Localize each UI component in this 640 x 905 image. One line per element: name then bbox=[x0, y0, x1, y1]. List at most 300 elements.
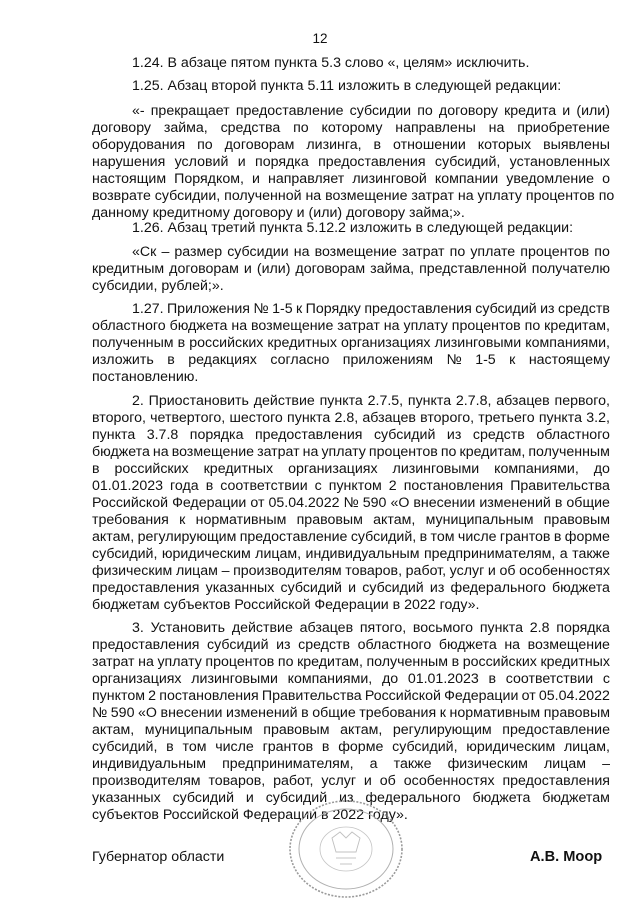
word: правовым bbox=[543, 512, 610, 528]
text-line bbox=[92, 671, 610, 687]
word: размер bbox=[174, 244, 223, 260]
word: услуг bbox=[321, 773, 356, 789]
word: затрат bbox=[257, 444, 300, 460]
page-number: 12 bbox=[312, 31, 328, 46]
word: кредитных bbox=[203, 461, 274, 477]
word: из bbox=[339, 790, 354, 806]
word: порядка bbox=[189, 427, 244, 443]
word: субсидий, bbox=[392, 739, 458, 755]
word: физическим bbox=[92, 563, 173, 579]
word: постановления bbox=[403, 478, 504, 494]
word: индивидуальным bbox=[92, 756, 206, 772]
word: настоящим bbox=[92, 171, 167, 187]
word: субсидии bbox=[349, 103, 412, 119]
word: особенностях bbox=[403, 773, 495, 789]
word: нормативным bbox=[449, 705, 541, 721]
word: шестого bbox=[229, 410, 283, 426]
word: направлены bbox=[395, 120, 476, 136]
word: № bbox=[343, 495, 359, 511]
word: затрат bbox=[337, 318, 380, 334]
word: 3. bbox=[132, 620, 144, 636]
word: «О bbox=[390, 495, 410, 511]
text-line: субъектов Российской Федерации в 2022 году». bbox=[92, 807, 408, 823]
word: субсидий bbox=[475, 301, 537, 317]
word: «О bbox=[138, 705, 157, 721]
text-line bbox=[92, 154, 610, 170]
word: форме bbox=[564, 529, 610, 545]
word: лицам, bbox=[255, 546, 302, 562]
word: второго, bbox=[420, 410, 475, 426]
text-line: 1.26. Абзац третий пункта 5.12.2 изложить в следующей редакции: bbox=[132, 220, 574, 236]
word: 05.04.2022 bbox=[268, 495, 340, 511]
word: согласно bbox=[270, 352, 330, 368]
text-line bbox=[92, 637, 610, 653]
word: субсидии bbox=[227, 244, 289, 260]
word: процентов bbox=[520, 244, 590, 260]
text-line bbox=[92, 261, 610, 277]
word: уплате bbox=[470, 244, 516, 260]
word: предоставления bbox=[502, 773, 610, 789]
word: из bbox=[276, 637, 291, 653]
word: (или) bbox=[576, 103, 610, 119]
word: соответствии bbox=[220, 478, 308, 494]
word: уплату bbox=[157, 654, 202, 670]
word: уплату bbox=[321, 444, 366, 460]
text-line: 1.24. В абзаце пятом пункта 5.3 слово «, целям» исключить. bbox=[132, 55, 530, 71]
word: к bbox=[509, 352, 516, 368]
word: предоставления bbox=[254, 427, 363, 443]
word: – bbox=[161, 244, 170, 260]
word: на bbox=[383, 318, 400, 334]
word: предоставления bbox=[318, 154, 426, 170]
word: лицам bbox=[175, 563, 218, 579]
word: субсидий bbox=[362, 580, 424, 596]
word: нарушения bbox=[92, 154, 166, 170]
word: Правительства bbox=[261, 688, 362, 704]
word: муниципальным bbox=[144, 722, 253, 738]
word: 3.7.8 bbox=[146, 427, 179, 443]
word: субсидий bbox=[172, 790, 235, 806]
word: по bbox=[594, 244, 610, 260]
word: российских bbox=[462, 654, 537, 670]
word: кредитам, bbox=[459, 444, 526, 460]
word: 01.01.2023 bbox=[92, 478, 164, 494]
word: индивидуальным bbox=[305, 546, 420, 562]
word: на bbox=[504, 637, 521, 653]
word: по bbox=[277, 654, 294, 670]
word: федерального bbox=[450, 580, 546, 596]
word: бюджета bbox=[438, 637, 497, 653]
word: компаниями, bbox=[287, 671, 373, 687]
word: бюджета bbox=[92, 444, 150, 460]
word: договору bbox=[92, 120, 152, 136]
word: приложениям bbox=[342, 352, 434, 368]
word: бюджета bbox=[169, 318, 228, 334]
word: российских bbox=[189, 335, 264, 351]
word: требования bbox=[359, 705, 437, 721]
word: «Ск bbox=[132, 244, 157, 260]
official-seal-stamp bbox=[286, 798, 406, 900]
signatory-position: Губернатор области bbox=[92, 849, 225, 865]
word: к bbox=[296, 301, 303, 317]
word: также bbox=[393, 756, 432, 772]
text-line bbox=[92, 773, 610, 789]
word: Приложения bbox=[166, 301, 250, 317]
word: до bbox=[593, 461, 610, 477]
word: лизинговой bbox=[352, 171, 427, 187]
word: Федерации bbox=[172, 495, 247, 511]
word: лизинговыми bbox=[191, 671, 278, 687]
word: том bbox=[182, 739, 207, 755]
word: в bbox=[321, 739, 330, 755]
word: № bbox=[253, 301, 269, 317]
word: из bbox=[446, 427, 462, 443]
word: юридическим bbox=[466, 739, 556, 755]
text-line bbox=[92, 495, 610, 511]
word: а bbox=[369, 756, 378, 772]
word: 2.7.5, bbox=[367, 393, 404, 409]
word: лицам bbox=[544, 756, 586, 772]
word: субсидий, bbox=[92, 546, 158, 562]
word: Порядку bbox=[305, 301, 361, 317]
word: и bbox=[487, 563, 496, 579]
word: пятого, bbox=[359, 620, 407, 636]
word: абзацев bbox=[496, 393, 550, 409]
word: возмещение bbox=[314, 244, 397, 260]
word: 2 bbox=[148, 688, 157, 704]
word: порядка bbox=[255, 154, 309, 170]
word: прекращает bbox=[150, 103, 230, 119]
word: к bbox=[439, 705, 446, 721]
text-line bbox=[92, 739, 610, 755]
text-line: данному кредитному договору и (или) договору займа;». bbox=[92, 205, 465, 221]
word: в bbox=[166, 739, 174, 755]
word: предоставление bbox=[502, 722, 610, 738]
text-line: возврате субсидии, полученной на возмещение затрат на уплату процентов по bbox=[92, 188, 615, 204]
word: кредитных bbox=[540, 654, 610, 670]
word: на bbox=[138, 654, 154, 670]
word: пункта bbox=[287, 410, 331, 426]
word: общие bbox=[566, 495, 610, 511]
word: 590 bbox=[110, 705, 135, 721]
word: пункта bbox=[319, 393, 363, 409]
word: пункта bbox=[538, 410, 583, 426]
word: регулирующим bbox=[137, 529, 237, 545]
word: актам, bbox=[92, 529, 135, 545]
word: средств bbox=[472, 427, 525, 443]
word: займа, bbox=[163, 120, 208, 136]
word: до bbox=[381, 671, 399, 687]
word: в bbox=[205, 478, 214, 494]
word: субсидий, bbox=[350, 529, 417, 545]
word: четвертого, bbox=[150, 410, 226, 426]
word: на bbox=[302, 444, 319, 460]
word: средства bbox=[220, 120, 281, 136]
word: возмещение bbox=[251, 318, 334, 334]
word: третьего bbox=[478, 410, 535, 426]
word: 05.04.2022 bbox=[538, 688, 610, 704]
word: с bbox=[602, 671, 610, 687]
word: (или) bbox=[256, 261, 291, 277]
word: кредитных bbox=[267, 335, 337, 351]
word: в bbox=[373, 137, 382, 153]
word: и bbox=[363, 773, 372, 789]
word: Приостановить bbox=[148, 393, 249, 409]
word: возмещение bbox=[171, 444, 255, 460]
word: договорам bbox=[169, 261, 239, 277]
word: абзацев bbox=[362, 410, 416, 426]
word: года bbox=[170, 478, 199, 494]
word: процентов bbox=[205, 654, 275, 670]
word: пунктом bbox=[92, 688, 145, 704]
word: компании bbox=[434, 171, 499, 187]
word: в bbox=[451, 654, 460, 670]
word: полученным bbox=[366, 654, 449, 670]
word: в bbox=[167, 352, 175, 368]
word: а bbox=[559, 546, 568, 562]
word: редакциях bbox=[188, 352, 257, 368]
word: по bbox=[293, 120, 309, 136]
word: в bbox=[419, 529, 428, 545]
text-line bbox=[92, 335, 610, 351]
word: бюджета bbox=[472, 790, 531, 806]
word: займа, bbox=[370, 261, 415, 277]
word: об bbox=[379, 773, 396, 789]
word: услуг bbox=[449, 563, 485, 579]
text-line bbox=[92, 580, 610, 596]
word: российских bbox=[114, 461, 189, 477]
word: направляет bbox=[268, 171, 345, 187]
word: числе bbox=[457, 529, 497, 545]
word: приобретение bbox=[517, 120, 610, 136]
word: актам, bbox=[340, 722, 383, 738]
word: в bbox=[177, 335, 186, 351]
word: пункта bbox=[479, 620, 524, 636]
word: Федерации bbox=[444, 688, 519, 704]
word: установленных bbox=[509, 154, 610, 170]
word: производителям bbox=[233, 563, 342, 579]
word: числе bbox=[215, 739, 254, 755]
word: по bbox=[417, 103, 433, 119]
word: товаров, bbox=[345, 563, 403, 579]
text-line: постановлению. bbox=[92, 369, 199, 385]
word: субсидий, bbox=[434, 154, 501, 170]
word: в bbox=[553, 529, 562, 545]
word: лизинга, bbox=[306, 137, 362, 153]
word: также bbox=[572, 546, 610, 562]
word: 2. bbox=[132, 393, 144, 409]
word: действие bbox=[253, 393, 315, 409]
word: Российской bbox=[92, 495, 169, 511]
word: 590 bbox=[362, 495, 387, 511]
text-line bbox=[132, 620, 610, 636]
word: в bbox=[488, 671, 497, 687]
word: и bbox=[348, 580, 357, 596]
word: и bbox=[251, 171, 260, 187]
word: из bbox=[540, 301, 555, 317]
text-line bbox=[132, 244, 610, 260]
word: и bbox=[562, 103, 571, 119]
word: оборудования bbox=[92, 137, 186, 153]
text-line bbox=[132, 301, 610, 317]
signatory-name: А.В. Моор bbox=[530, 849, 603, 865]
text-line bbox=[92, 410, 610, 426]
word: организациях bbox=[341, 335, 431, 351]
word: предпринимателям, bbox=[423, 546, 556, 562]
word: субсидий bbox=[207, 637, 269, 653]
word: соответствии bbox=[505, 671, 594, 687]
word: средств bbox=[557, 301, 610, 317]
text-line: субсидии, рублей;». bbox=[92, 278, 224, 294]
word: лицам, bbox=[563, 739, 610, 755]
word: № bbox=[446, 352, 462, 368]
word: предоставление bbox=[235, 103, 344, 119]
word: условий bbox=[174, 154, 229, 170]
word: правовым bbox=[543, 705, 610, 721]
text-line bbox=[92, 722, 610, 738]
word: лизинговыми bbox=[434, 335, 522, 351]
word: форме bbox=[338, 739, 384, 755]
text-line bbox=[92, 427, 610, 443]
word: грантов bbox=[262, 739, 314, 755]
text-line bbox=[92, 654, 610, 670]
word: внесении bbox=[413, 495, 476, 511]
text-line bbox=[92, 318, 610, 334]
text-line bbox=[92, 171, 610, 187]
word: по bbox=[440, 444, 457, 460]
word: Правительства bbox=[510, 478, 610, 494]
word: и bbox=[243, 261, 252, 277]
word: средств bbox=[298, 637, 351, 653]
word: бюджета bbox=[552, 580, 610, 596]
word: № bbox=[92, 705, 108, 721]
word: грантов bbox=[499, 529, 551, 545]
word: изменений bbox=[479, 495, 551, 511]
word: уплату bbox=[403, 318, 448, 334]
text-line bbox=[132, 103, 610, 119]
word: на bbox=[152, 444, 169, 460]
word: компаниями, bbox=[525, 335, 610, 351]
word: предпринимателям, bbox=[222, 756, 354, 772]
word: субсидий, bbox=[92, 739, 158, 755]
word: физическим bbox=[447, 756, 528, 772]
word: нормативным bbox=[195, 512, 287, 528]
word: указанных bbox=[205, 580, 275, 596]
word: получателю bbox=[531, 261, 610, 277]
word: которому bbox=[321, 120, 383, 136]
word: «- bbox=[132, 103, 145, 119]
word: изложить bbox=[92, 352, 154, 368]
word: Порядком, bbox=[174, 171, 244, 187]
word: особенностях bbox=[519, 563, 610, 579]
word: работ, bbox=[405, 563, 447, 579]
text-line bbox=[92, 461, 610, 477]
word: к bbox=[179, 512, 186, 528]
word: по bbox=[449, 244, 466, 260]
word: – bbox=[221, 563, 230, 579]
word: регулирующим bbox=[392, 722, 492, 738]
text-line bbox=[92, 512, 610, 528]
word: юридическим bbox=[161, 546, 251, 562]
word: правовым bbox=[263, 722, 330, 738]
word: общие bbox=[312, 705, 356, 721]
word: пунктом bbox=[328, 478, 382, 494]
word: с bbox=[314, 478, 322, 494]
word: кредитным bbox=[92, 261, 165, 277]
text-line bbox=[92, 478, 610, 494]
word: правовым bbox=[296, 512, 363, 528]
word: полученным bbox=[528, 444, 610, 460]
word: 2.8, bbox=[334, 410, 359, 426]
word: производителям bbox=[92, 773, 201, 789]
word: полученным bbox=[92, 335, 174, 351]
word: порядка bbox=[556, 620, 610, 636]
text-line bbox=[92, 546, 610, 562]
word: областного bbox=[357, 637, 432, 653]
word: субсидий bbox=[373, 427, 436, 443]
word: и bbox=[237, 154, 246, 170]
text-line bbox=[92, 688, 610, 704]
word: лизинговыми bbox=[392, 461, 480, 477]
word: 01.01.2023 bbox=[407, 671, 479, 687]
word: предоставления bbox=[92, 637, 200, 653]
word: актам, bbox=[92, 722, 135, 738]
word: и bbox=[245, 790, 254, 806]
word: в bbox=[301, 705, 309, 721]
text-line: 1.25. Абзац второй пункта 5.11 изложить в следующей редакции: bbox=[132, 78, 562, 94]
word: процентов bbox=[368, 444, 438, 460]
text-line bbox=[92, 705, 610, 721]
word: выявлены bbox=[543, 137, 610, 153]
word: актам, bbox=[373, 512, 416, 528]
text-line bbox=[92, 120, 610, 136]
word: процентов bbox=[451, 318, 521, 334]
word: субсидий bbox=[280, 580, 342, 596]
word: организациях bbox=[92, 671, 182, 687]
word: требования bbox=[92, 512, 169, 528]
word: компаниями, bbox=[494, 461, 579, 477]
text-line bbox=[92, 529, 610, 545]
word: абзацев bbox=[299, 620, 354, 636]
word: уведомление bbox=[506, 171, 595, 187]
word: Российской bbox=[364, 688, 441, 704]
word: кредитам, bbox=[297, 654, 363, 670]
word: предоставление bbox=[239, 529, 348, 545]
word: отношении bbox=[393, 137, 466, 153]
word: от bbox=[250, 495, 265, 511]
word: на bbox=[293, 244, 310, 260]
word: настоящему bbox=[528, 352, 610, 368]
word: второго, bbox=[92, 410, 146, 426]
word: 1-5 bbox=[272, 301, 293, 317]
word: 2.8 bbox=[529, 620, 550, 636]
word: бюджетам bbox=[542, 790, 610, 806]
word: товаров, bbox=[208, 773, 266, 789]
word: затрат bbox=[92, 654, 135, 670]
word: на bbox=[231, 318, 248, 334]
word: восьмого bbox=[412, 620, 474, 636]
word: изменений bbox=[226, 705, 298, 721]
word: Установить bbox=[150, 620, 226, 636]
word: том bbox=[430, 529, 455, 545]
word: возмещение bbox=[527, 637, 610, 653]
word: пункта bbox=[92, 427, 136, 443]
text-line bbox=[92, 563, 610, 579]
word: работ, bbox=[273, 773, 314, 789]
word: областного bbox=[92, 318, 166, 334]
word: по bbox=[524, 318, 541, 334]
word: договорам bbox=[224, 137, 295, 153]
